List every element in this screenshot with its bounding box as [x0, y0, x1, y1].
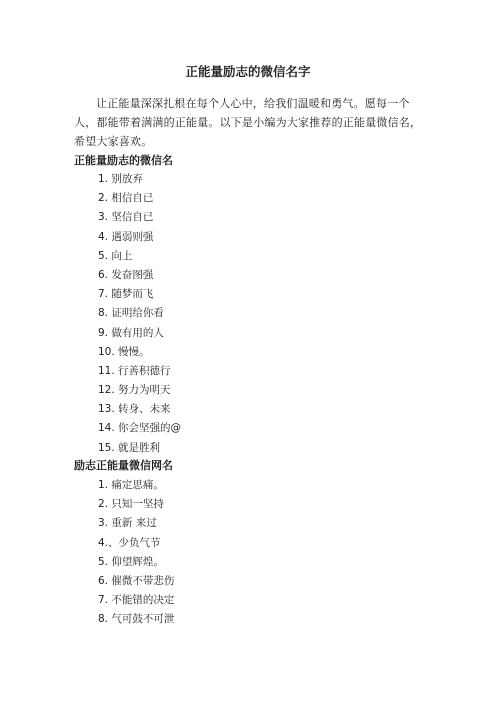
section-heading-2: 励志正能量微信网名 — [74, 459, 173, 472]
section-heading-1: 正能量励志的微信名 — [74, 154, 173, 167]
list-item: 3. 重新 来过 — [98, 517, 157, 530]
list-item: 13. 转身、未来 — [98, 403, 171, 416]
list-item: 1. 痛定思痛。 — [98, 479, 164, 491]
list-item: 9. 做有用的人 — [98, 326, 164, 339]
list-item: 10. 慢慢。 — [98, 345, 150, 358]
list-item: 8. 证明给你看 — [98, 307, 164, 320]
name-list-2 — [98, 476, 174, 630]
list-item: 1. 别放弃 — [98, 173, 143, 185]
list-item: 7. 不能错的决定 — [98, 594, 175, 607]
list-item: 6. 发奋图强 — [98, 268, 154, 281]
list-item: 8. 气可鼓不可泄 — [98, 613, 175, 626]
list-item: 7. 随梦而飞 — [98, 288, 154, 301]
list-item: 15. 就是胜利 — [98, 441, 161, 454]
page-title: 正能量励志的微信名字 — [185, 64, 311, 79]
list-item: 6. 催微不带悲伤 — [98, 574, 175, 587]
list-item: 2. 只知一坚持 — [98, 498, 164, 511]
list-item: 5. 仰望辉煌。 — [98, 555, 164, 568]
list-item: 4. 遇弱则强 — [98, 230, 154, 243]
list-item: 4.、少负气节 — [98, 536, 161, 549]
list-item: 3. 坚信自已 — [98, 211, 154, 224]
list-item: 2. 相信自已 — [98, 192, 154, 205]
intro-paragraph: 让正能量深深扎根在每个人心中，给我们温暖和勇气。愿每一个人，都能带着满满的正能量。以下是小编为大家推荐的正能量微信名，希望大家喜欢。 — [74, 97, 422, 148]
list-item: 5. 向上 — [98, 249, 133, 262]
list-item: 14. 你会坚强的@ — [98, 422, 182, 435]
list-item: 12. 努力为明天 — [98, 384, 171, 397]
list-item: 11. 行善积德行 — [98, 364, 171, 377]
name-list-1 — [98, 170, 181, 458]
